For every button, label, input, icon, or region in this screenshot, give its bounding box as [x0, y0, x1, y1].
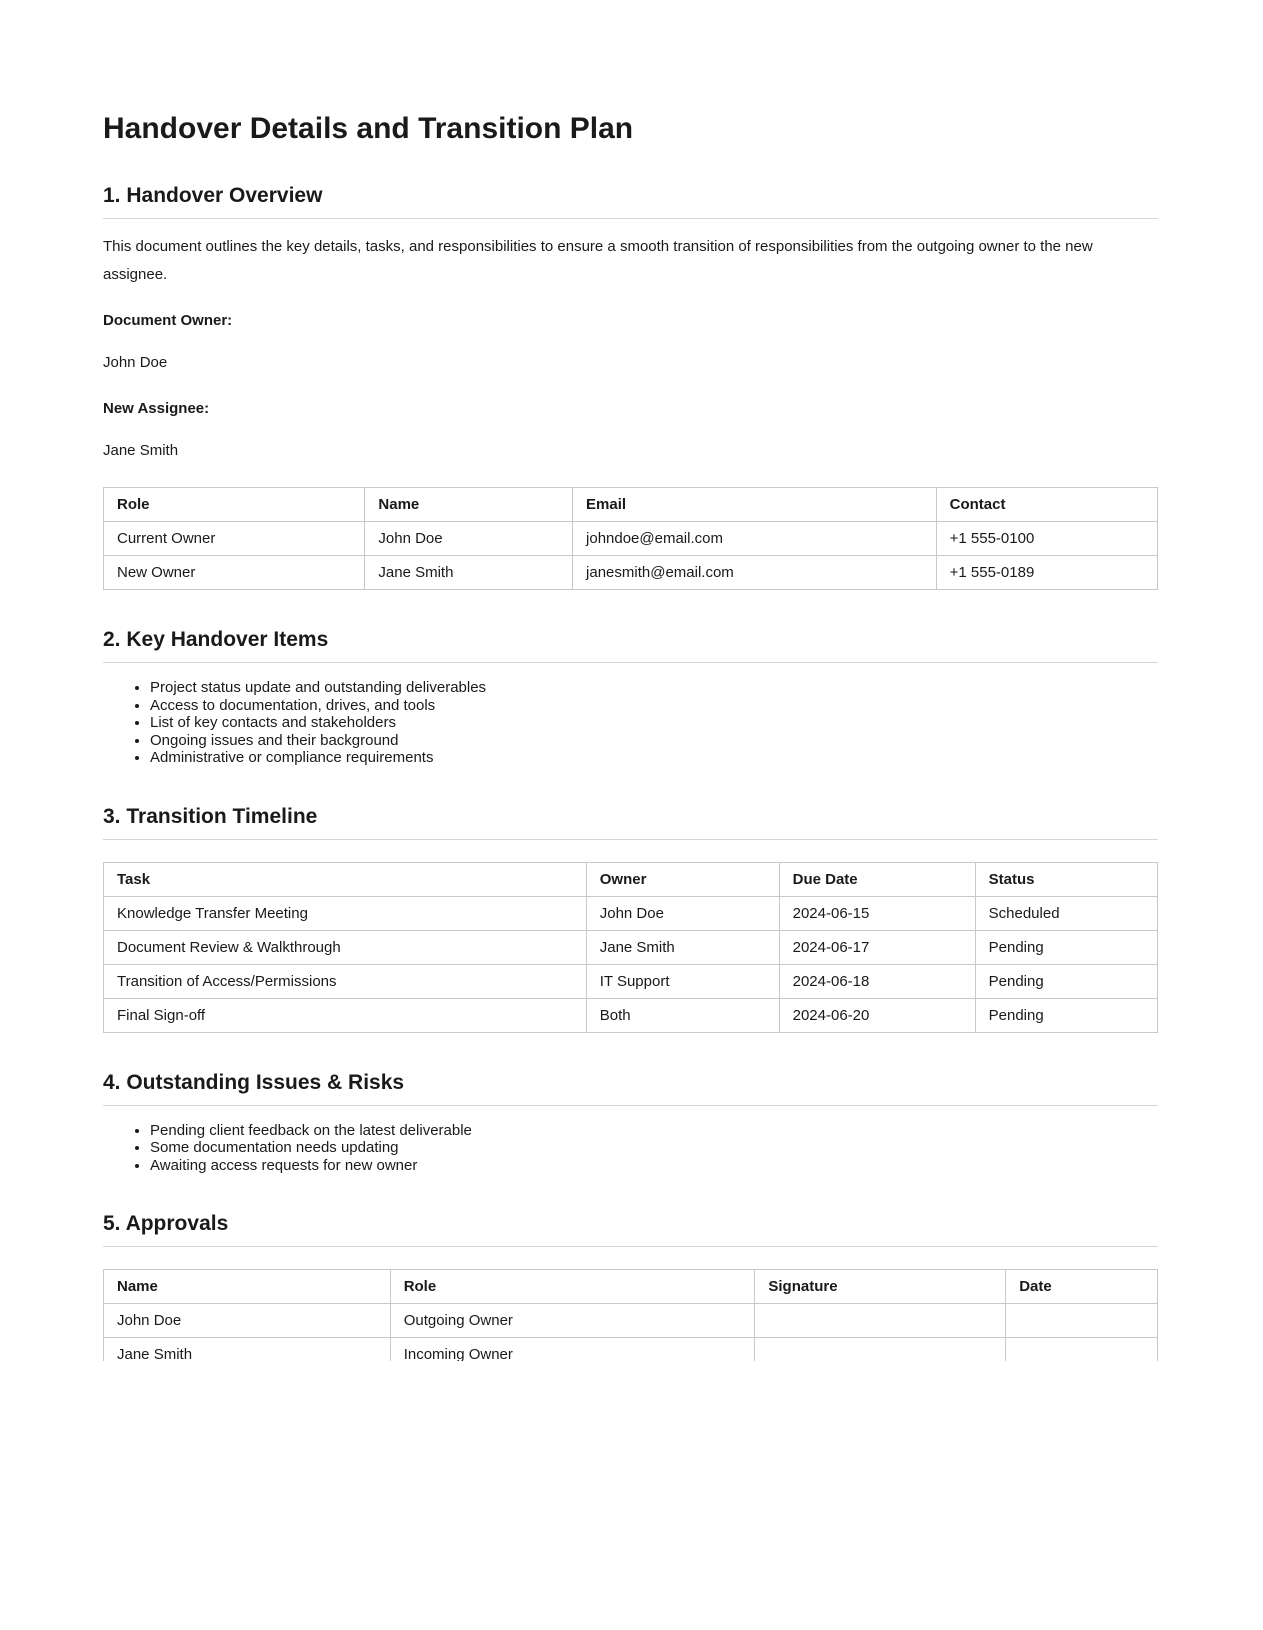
- approvals-table-clipped-region: [103, 1269, 1158, 1361]
- document-owner-label: Document Owner:: [103, 312, 233, 329]
- contacts-header-row: [104, 488, 1158, 522]
- table-cell: Current Owner: [104, 522, 365, 556]
- table-cell: 2024-06-17: [779, 930, 975, 964]
- table-cell: New Owner: [104, 556, 365, 590]
- table-row: [104, 1304, 1158, 1338]
- timeline-header-row: [104, 862, 1158, 896]
- table-cell: Incoming Owner: [390, 1338, 755, 1362]
- section-approvals: [103, 1212, 1158, 1361]
- heading-outstanding-issues: 4. Outstanding Issues & Risks: [103, 1071, 1158, 1106]
- approvals-header-name: Name: [104, 1270, 391, 1304]
- contacts-header-role: Role: [104, 488, 365, 522]
- approvals-header-row: [104, 1270, 1158, 1304]
- list-item: • Ongoing issues and their background: [150, 732, 1158, 750]
- document-title: Handover Details and Transition Plan: [103, 112, 634, 145]
- heading-key-handover-items: 2. Key Handover Items: [103, 628, 1158, 663]
- document-owner-value: John Doe: [103, 354, 168, 371]
- timeline-header-status: Status: [975, 862, 1157, 896]
- table-row: [104, 1338, 1158, 1362]
- approvals-table: [103, 1269, 1158, 1361]
- list-item: • Access to documentation, drives, and tools: [150, 697, 1158, 715]
- contacts-header-contact: Contact: [936, 488, 1157, 522]
- timeline-table: [103, 862, 1158, 1033]
- table-cell: Jane Smith: [104, 1338, 391, 1362]
- table-cell: [755, 1304, 1006, 1338]
- heading-handover-overview: 1. Handover Overview: [103, 184, 1158, 219]
- overview-intro-paragraph: This document outlines the key details, tasks, and responsibilities to ensure a smooth transition of responsibilities from the outgoing owner to the new assignee.: [103, 238, 1093, 283]
- table-cell: Jane Smith: [586, 930, 779, 964]
- table-cell: +1 555-0100: [936, 522, 1157, 556]
- table-row: [104, 998, 1158, 1032]
- approvals-header-date: Date: [1006, 1270, 1158, 1304]
- table-cell: +1 555-0189: [936, 556, 1157, 590]
- table-cell: [1006, 1304, 1158, 1338]
- table-row: [104, 896, 1158, 930]
- heading-transition-timeline: 3. Transition Timeline: [103, 805, 1158, 840]
- table-cell: [1006, 1338, 1158, 1362]
- section-key-handover-items: [103, 628, 1158, 767]
- table-cell: John Doe: [586, 896, 779, 930]
- table-cell: Outgoing Owner: [390, 1304, 755, 1338]
- table-cell: Both: [586, 998, 779, 1032]
- new-assignee-label: New Assignee:: [103, 400, 210, 417]
- timeline-header-owner: Owner: [586, 862, 779, 896]
- contacts-header-name: Name: [365, 488, 573, 522]
- heading-approvals: 5. Approvals: [103, 1212, 1158, 1247]
- table-cell: Document Review & Walkthrough: [104, 930, 587, 964]
- table-row: [104, 522, 1158, 556]
- new-assignee-value: Jane Smith: [103, 442, 179, 459]
- table-cell: Pending: [975, 998, 1157, 1032]
- approvals-header-role: Role: [390, 1270, 755, 1304]
- table-cell: Final Sign-off: [104, 998, 587, 1032]
- table-row: [104, 964, 1158, 998]
- timeline-header-task: Task: [104, 862, 587, 896]
- table-cell: Knowledge Transfer Meeting: [104, 896, 587, 930]
- table-cell: janesmith@email.com: [573, 556, 937, 590]
- list-item: • Pending client feedback on the latest deliverable: [150, 1122, 1158, 1140]
- list-item: • Project status update and outstanding deliverables: [150, 679, 1158, 697]
- approvals-header-signature: Signature: [755, 1270, 1006, 1304]
- table-cell: Pending: [975, 964, 1157, 998]
- table-cell: [755, 1338, 1006, 1362]
- list-item: • Some documentation needs updating: [150, 1139, 1158, 1157]
- table-cell: 2024-06-20: [779, 998, 975, 1032]
- contacts-header-email: Email: [573, 488, 937, 522]
- table-cell: John Doe: [104, 1304, 391, 1338]
- table-row: [104, 930, 1158, 964]
- section-handover-overview: [103, 184, 1158, 590]
- contacts-table: [103, 487, 1158, 590]
- table-cell: johndoe@email.com: [573, 522, 937, 556]
- list-item: • Awaiting access requests for new owner: [150, 1157, 1158, 1175]
- table-row: [104, 556, 1158, 590]
- table-cell: Transition of Access/Permissions: [104, 964, 587, 998]
- table-cell: Jane Smith: [365, 556, 573, 590]
- table-cell: IT Support: [586, 964, 779, 998]
- section-transition-timeline: [103, 805, 1158, 1033]
- table-cell: Pending: [975, 930, 1157, 964]
- list-item: • List of key contacts and stakeholders: [150, 714, 1158, 732]
- table-cell: Scheduled: [975, 896, 1157, 930]
- timeline-header-due-date: Due Date: [779, 862, 975, 896]
- table-cell: 2024-06-15: [779, 896, 975, 930]
- table-cell: John Doe: [365, 522, 573, 556]
- list-item: • Administrative or compliance requirements: [150, 749, 1158, 767]
- key-handover-items-list: [103, 679, 1158, 767]
- outstanding-issues-list: [103, 1122, 1158, 1175]
- table-cell: 2024-06-18: [779, 964, 975, 998]
- section-outstanding-issues: [103, 1071, 1158, 1175]
